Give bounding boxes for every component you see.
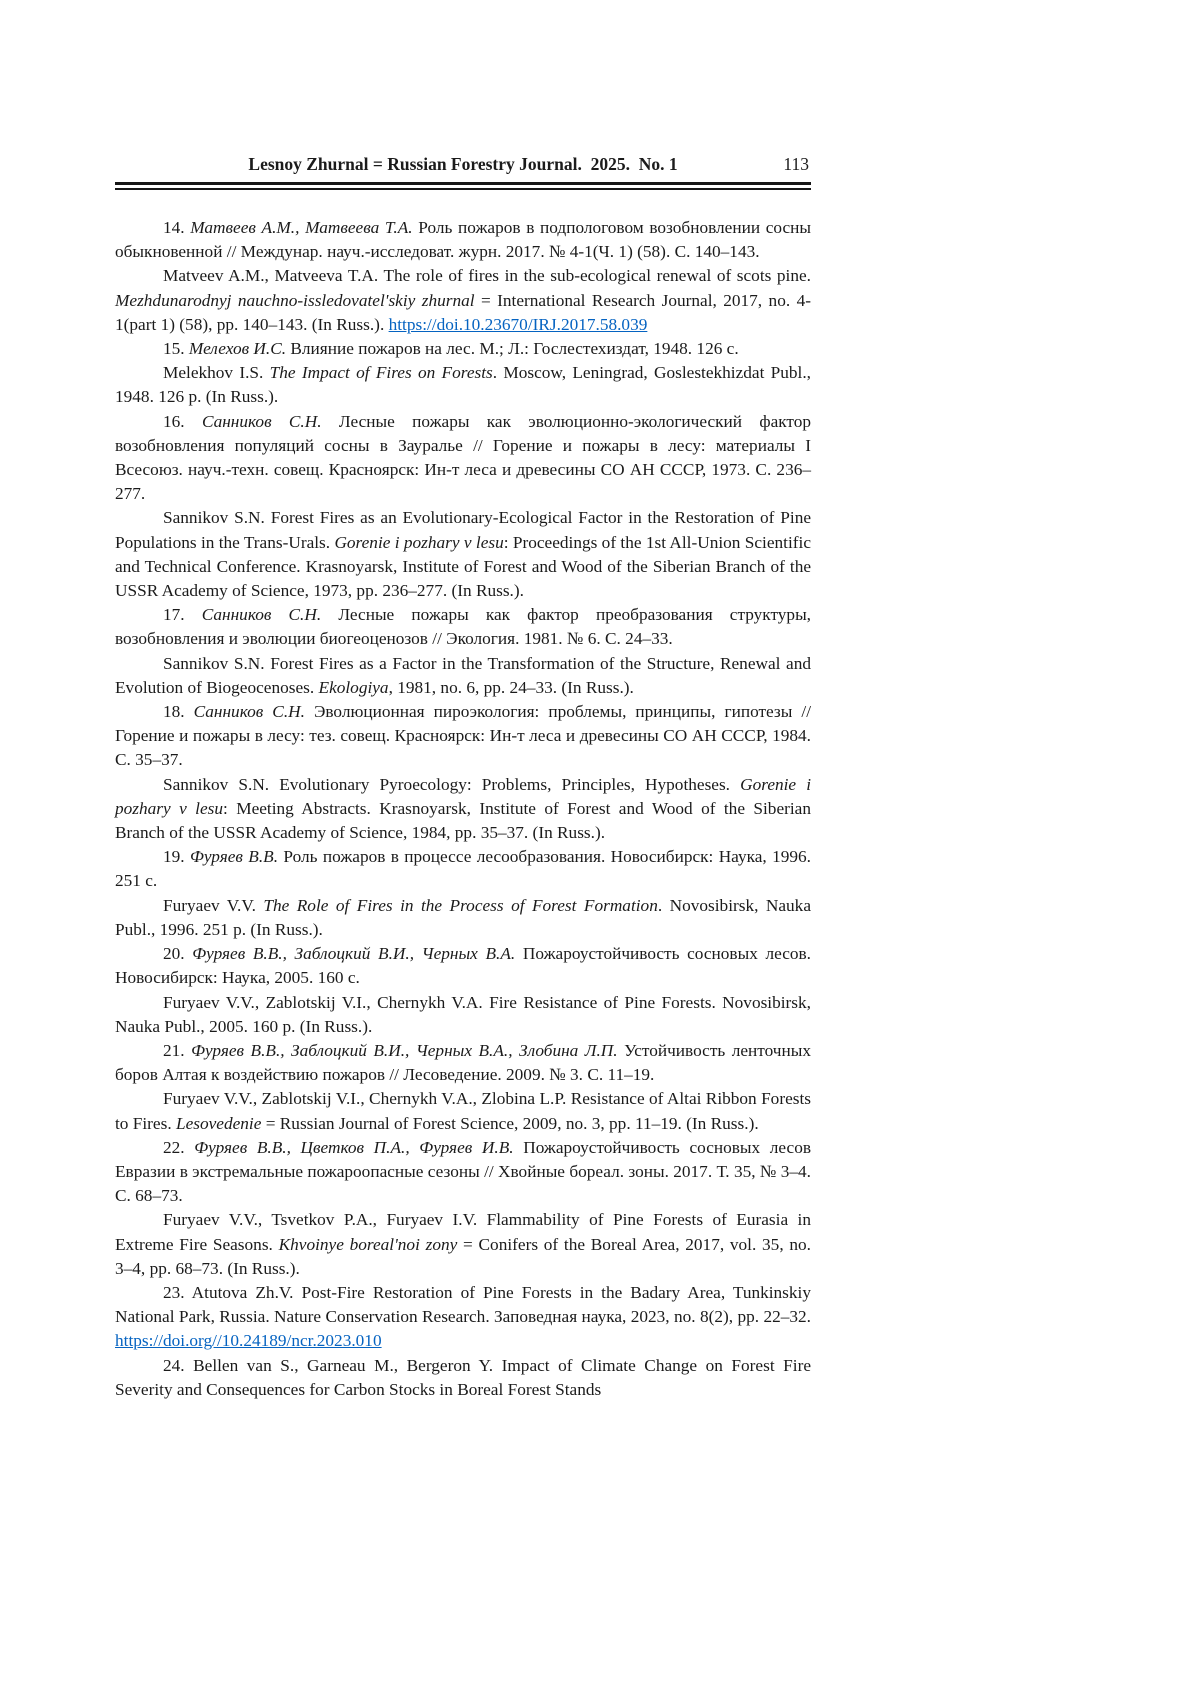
citation-text: . Moscow, Leningrad, Goslestekhizdat Publ., 1948. 126 p. (In Russ.). — [115, 363, 811, 407]
citation-italic-text: Санников С.Н. — [193, 702, 305, 722]
reference-paragraph — [115, 991, 811, 1039]
citation-text: Sannikov S.N. Forest Fires as an Evolutionary-Ecological Factor in the Restoration of Pine Populations in the Trans-Urals. — [115, 508, 811, 552]
reference-paragraph — [115, 1087, 811, 1135]
citation-italic-text: Gorenie i pozhary v lesu — [334, 532, 504, 552]
citation-text: Лесные пожары как эволюционно-экологический фактор возобновления популяций сосны в Зауралье // Горение и пожары в лесу: материалы I Всесоюз. науч.-техн. совещ. Красноярск: Ин-т леса и древесины СО АН СССР, 1973. С. 236–277. — [115, 411, 812, 504]
citation-italic-text: Фуряев В.В. — [189, 847, 279, 867]
reference-paragraph — [115, 1354, 811, 1402]
citation-text: Furyaev V.V., Tsvetkov P.A., Furyaev I.V. Flammability of Pine Forests of Eurasia in Extreme Fire Seasons. — [115, 1210, 811, 1254]
reference-paragraph — [115, 1208, 811, 1281]
reference-paragraph — [115, 700, 811, 773]
reference-paragraph — [115, 361, 811, 409]
citation-text: 24. Bellen van S., Garneau M., Bergeron Y. Impact of Climate Change on Forest Fire Severity and Consequences for Carbon Stocks in Boreal Forest Stands — [115, 1355, 811, 1399]
reference-paragraph — [115, 1136, 811, 1209]
citation-text: 15. — [163, 339, 189, 359]
citation-italic-text: Khvoinye boreal'noi zony — [278, 1234, 458, 1254]
citation-italic-text: Mezhdunarodnyj nauchno-issledovatel'skiy zhurnal — [115, 290, 475, 310]
citation-text: = Russian Journal of Forest Science, 2009, no. 3, pp. 11–19. (In Russ.). — [261, 1113, 759, 1133]
citation-text: 19. — [163, 847, 190, 867]
citation-text: Furyaev V.V. — [163, 895, 264, 915]
page-content — [115, 152, 811, 1402]
citation-italic-text: The Role of Fires in the Process of Forest Formation — [263, 895, 658, 915]
citation-italic-text: Фуряев В.В., Заблоцкий В.И., Черных В.А., Злобина Л.П. — [191, 1040, 618, 1060]
doi-link[interactable]: https://doi.org//10.24189/ncr.2023.010 — [115, 1331, 382, 1351]
citation-text: : Meeting Abstracts. Krasnoyarsk, Institute of Forest and Wood of the Siberian Branch of the USSR Academy of Science, 1984, pp. 35–37. (In Russ.). — [115, 798, 811, 843]
journal-title: Lesnoy Zhurnal = Russian Forestry Journal. 2025. No. 1 — [248, 154, 678, 174]
citation-text: Sannikov S.N. Evolutionary Pyroecology: Problems, Principles, Hypotheses. — [163, 774, 741, 794]
header-double-rule — [115, 182, 811, 190]
citation-italic-text: Фуряев В.В., Цветков П.А., Фуряев И.В. — [194, 1137, 514, 1157]
reference-paragraph — [115, 216, 811, 264]
reference-paragraph — [115, 506, 811, 603]
citation-text: Sannikov S.N. Forest Fires as a Factor in the Transformation of the Structure, Renewal and Evolution of Biogeocenoses. — [115, 653, 811, 697]
citation-italic-text: Санников С.Н. — [201, 605, 322, 625]
citation-text: 22. — [163, 1137, 195, 1157]
citation-italic-text: Gorenie i pozhary v lesu — [115, 774, 811, 818]
citation-text: 18. — [163, 702, 194, 722]
citation-text: 23. Atutova Zh.V. Post-Fire Restoration of Pine Forests in the Badary Area, Tunkinskiy National Park, Russia. Nature Conservation Research. Заповедная наука, 2023, no. 8(2), pp. 22–32. — [115, 1282, 811, 1327]
citation-text: Устойчивость ленточных боров Алтая к воздействию пожаров // Лесоведение. 2009. № 3. С. 11–19. — [115, 1040, 811, 1085]
citation-text: 17. — [163, 605, 202, 625]
citation-text: . Novosibirsk, Nauka Publ., 1996. 251 p. (In Russ.). — [115, 895, 811, 939]
citation-text: , 1981, no. 6, pp. 24–33. (In Russ.). — [388, 677, 634, 697]
citation-text: : Proceedings of the 1st All-Union Scientific and Technical Conference. Krasnoyarsk, Institute of Forest and Wood of the Siberian Branch of the USSR Academy of Science, 1973, pp. 236–277. (In Russ.). — [115, 532, 811, 601]
citation-italic-text: Санников С.Н. — [201, 411, 322, 431]
doi-link[interactable]: https://doi.10.23670/IRJ.2017.58.039 — [388, 314, 648, 334]
page-header — [115, 152, 811, 178]
citation-italic-text: The Impact of Fires on Forests — [269, 363, 493, 383]
citation-text: Пожароустойчивость сосновых лесов Евразии в экстремальные пожароопасные сезоны // Хвойные бореал. зоны. 2017. Т. 35, № 3–4. С. 68–73. — [115, 1137, 812, 1206]
citation-italic-text: Мелехов И.С. — [188, 339, 287, 359]
citation-text: Влияние пожаров на лес. М.; Л.: Гослестехиздат, 1948. 126 с. — [286, 339, 739, 359]
reference-paragraph — [115, 942, 811, 990]
citation-italic-text: Lesovedenie — [175, 1113, 262, 1133]
citation-text: 20. — [163, 944, 193, 964]
reference-paragraph — [115, 1281, 811, 1354]
citation-text: Melekhov I.S. — [163, 363, 270, 383]
reference-paragraph — [115, 1039, 811, 1087]
citation-text: = International Research Journal, 2017, no. 4-1(part 1) (58), pp. 140–143. (In Russ.). — [115, 290, 811, 334]
reference-paragraph — [115, 894, 811, 942]
reference-paragraph — [115, 603, 811, 651]
page-number: 113 — [783, 154, 809, 174]
citation-text: Лесные пожары как фактор преобразования структуры, возобновления и эволюции биогеоценозов // Экология. 1981. № 6. С. 24–33. — [115, 605, 812, 649]
citation-italic-text: Матвеев А.М., Матвеева Т.А. — [190, 218, 413, 237]
citation-text: Пожароустойчивость сосновых лесов. Новосибирск: Наука, 2005. 160 с. — [115, 944, 811, 988]
citation-text: Эволюционная пироэкология: проблемы, принципы, гипотезы // Горение и пожары в лесу: тез. совещ. Красноярск: Ин-т леса и древесины СО АН СССР, 1984. С. 35–37. — [115, 702, 811, 770]
reference-paragraph — [115, 652, 811, 700]
citation-text: = Conifers of the Boreal Area, 2017, vol. 35, no. 3–4, pp. 68–73. (In Russ.). — [115, 1234, 811, 1278]
reference-paragraph — [115, 410, 811, 507]
reference-paragraph — [115, 264, 811, 337]
references-list — [115, 216, 811, 1402]
citation-text: 16. — [163, 411, 202, 431]
citation-italic-text: Фуряев В.В., Заблоцкий В.И., Черных В.А. — [192, 944, 516, 964]
reference-paragraph — [115, 845, 811, 893]
citation-text: Furyaev V.V., Zablotskij V.I., Chernykh V.A. Fire Resistance of Pine Forests. Novosibirsk, Nauka Publ., 2005. 160 p. (In Russ.). — [115, 992, 811, 1036]
reference-paragraph — [115, 337, 811, 361]
citation-text: Matveev A.M., Matveeva T.A. The role of fires in the sub-ecological renewal of scots pine. — [163, 266, 811, 286]
citation-text: 14. — [163, 218, 191, 237]
citation-text: Furyaev V.V., Zablotskij V.I., Chernykh V.A., Zlobina L.P. Resistance of Altai Ribbon Forests to Fires. — [115, 1089, 811, 1133]
citation-italic-text: Ekologiya — [318, 677, 389, 697]
reference-paragraph — [115, 773, 811, 846]
citation-text: 21. — [163, 1040, 192, 1060]
citation-text: Роль пожаров в подпологовом возобновлении сосны обыкновенной // Междунар. науч.-исследоват. журн. 2017. № 4-1(Ч. 1) (58). С. 140–143. — [115, 218, 812, 262]
citation-text: Роль пожаров в процессе лесообразования. Новосибирск: Наука, 1996. 251 с. — [115, 847, 811, 891]
